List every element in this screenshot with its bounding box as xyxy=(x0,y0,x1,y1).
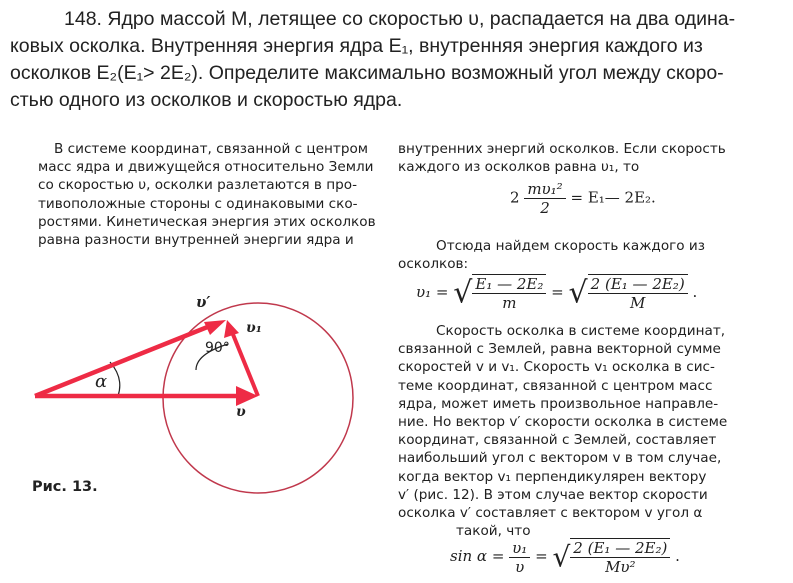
figure-13 xyxy=(0,280,400,500)
v1-arrowhead xyxy=(224,320,239,338)
label-90-degrees: 90° xyxy=(205,340,230,356)
problem-line-2: ковых осколка. Внутренняя энергия ядра E₁, внутренняя энергия каждого из xyxy=(10,35,703,57)
text-after-eq1: Отсюда найдем скорость каждого из осколков: xyxy=(398,238,705,273)
right-line: каждого из осколков равна υ₁, то xyxy=(398,159,640,176)
equation-sin-alpha: sin α = $\frac{\text{υ₁}}{\upsilon}$ = √ $\frac{\text{2 (E₁ — 2E₂)}}{\text{Mυ²}}$ . xyxy=(450,538,680,576)
left-line: тивоположные стороны с одинаковыми ско- xyxy=(38,195,358,212)
label-v: υ xyxy=(236,404,246,420)
left-line: масс ядра и движущейся относительно Земли xyxy=(38,159,374,176)
v-prime-vector xyxy=(35,324,215,396)
problem-line-3: осколков E₂(E₁> 2E₂). Определите максимально возможный угол между скоро- xyxy=(10,62,724,84)
problem-number: 148. xyxy=(64,8,102,30)
left-line: со скоростью υ, осколки разлетаются в про- xyxy=(38,177,358,194)
solution-right-column xyxy=(398,140,778,176)
v-prime-arrowhead xyxy=(204,320,226,335)
problem-statement xyxy=(10,6,785,114)
left-line: ростями. Кинетическая энергия этих осколков xyxy=(38,213,376,230)
v1-vector xyxy=(232,332,258,396)
solution-left-column xyxy=(38,140,382,249)
left-line: В системе координат, связанной с центром xyxy=(54,141,369,157)
equation-fragment-speed: υ₁ = √ $\frac{\text{E₁ — 2E₂}}{m}$ = √ $\frac{\text{2 (E₁ — 2E₂)}}{M}$ . xyxy=(416,275,698,312)
right-line: внутренних энергий осколков. Если скорость xyxy=(398,141,726,157)
problem-line-4: стью одного из осколков и скоростью ядра. xyxy=(10,89,403,111)
left-line: равна разности внутренней энергии ядра и xyxy=(38,232,354,249)
label-v-prime: υ′ xyxy=(196,293,211,311)
label-alpha: α xyxy=(95,371,108,392)
label-v1: υ₁ xyxy=(246,320,262,336)
equation-kinetic-energy: 2 $\frac{\text{mυ₁²}}{2}$ = E₁— 2E₂. xyxy=(510,180,656,217)
solution-right-body: Скорость осколка в системе координат, связанной с Землей, равна векторной сумме скоростей v и v₁. Скорость v₁ осколка в сис- теме координат, связанной с центром масс ядра, может иметь произвольное направле- ние. Но вектор v′ скорости осколка в системе координат, связанной с Землей, составляет наибольший угол с вектором v в том случае, когда вектор v₁ перпендикулярен вектору v′ (рис. 12). В этом случае вектор скорости осколка v′ составляет с вектором v угол α такой, что xyxy=(398,323,728,540)
problem-line-1: 148. Ядро массой M, летящее со скоростью υ, распадается на два одина- xyxy=(64,8,736,30)
figure-caption: Рис. 13. xyxy=(32,479,98,495)
